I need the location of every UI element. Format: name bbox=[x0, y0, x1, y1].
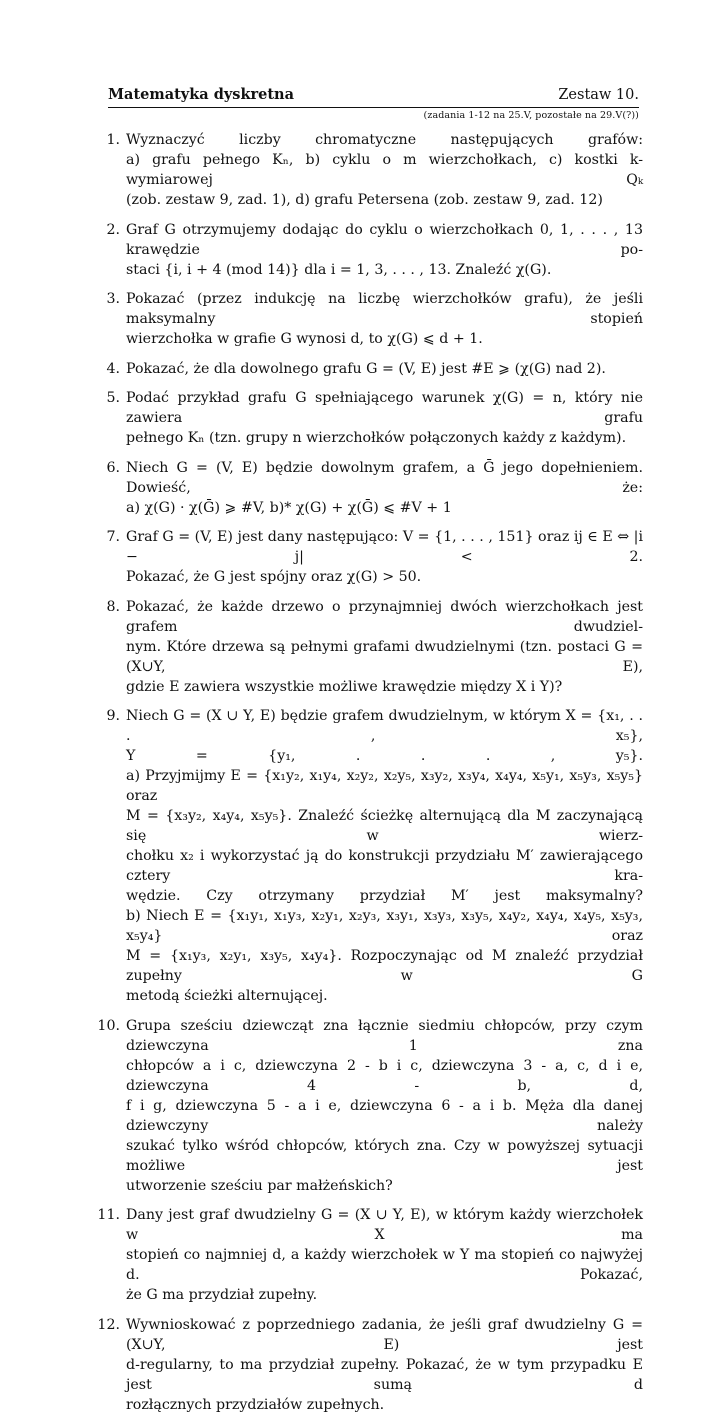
problem-number: 3. bbox=[106, 291, 120, 307]
problem-line: wierzchołka w grafie G wynosi d, to χ(G) ⩽ d + 1. bbox=[126, 331, 483, 347]
problem-line: f i g, dziewczyna 5 - a i e, dziewczyna 6 - a i b. Męża dla danej dziewczyny należy bbox=[126, 1097, 643, 1134]
problem-text bbox=[126, 706, 643, 1006]
problem-line: staci {i, i + 4 (mod 14)} dla i = 1, 3, . . . , 13. Znaleźć χ(G). bbox=[126, 261, 552, 278]
problem-line: Niech G = (X ∪ Y, E) będzie grafem dwudzielnym, w którym X = {x₁, . . . , x₅}, bbox=[126, 708, 643, 744]
course-title: Matematyka dyskretna bbox=[108, 86, 294, 103]
problem-text bbox=[126, 130, 643, 210]
problem-line: Pokazać, że dla dowolnego grafu G = (V, E) jest #E ⩾ (χ(G) nad 2). bbox=[126, 360, 606, 377]
problem-item bbox=[96, 1205, 643, 1305]
problem-number: 6. bbox=[106, 459, 120, 476]
problem-line: Wywnioskować z poprzedniego zadania, że jeśli graf dwudzielny G = (X∪Y, E) jest bbox=[126, 1316, 643, 1353]
problem-item bbox=[96, 220, 643, 280]
due-date-note: (zadania 1-12 na 25.V, pozostałe na 29.V(?)) bbox=[423, 110, 639, 121]
problem-line: Grupa sześciu dziewcząt zna łącznie siedmiu chłopców, przy czym dziewczyna 1 zna bbox=[126, 1017, 643, 1054]
page-header bbox=[108, 86, 639, 103]
problem-line: wędzie. Czy otrzymany przydział M′ jest maksymalny? bbox=[126, 888, 643, 904]
problem-item bbox=[96, 359, 643, 379]
problem-line: M = {x₃y₂, x₄y₄, x₅y₅}. Znaleźć ścieżkę alternującą dla M zaczynającą się w wierz- bbox=[126, 808, 643, 844]
problem-line: utworzenie sześciu par małżeńskich? bbox=[126, 1177, 393, 1194]
problem-line: chołku x₂ i wykorzystać ją do konstrukcji przydziału M′ zawierającego cztery kra- bbox=[126, 848, 643, 884]
problem-number: 11. bbox=[97, 1207, 120, 1223]
problem-line: stopień co najmniej d, a każdy wierzchołek w Y ma stopień co najwyżej d. Pokazać, bbox=[126, 1247, 643, 1283]
problem-line: Y = {y₁, . . . , y₅}. bbox=[126, 748, 643, 764]
problem-number: 7. bbox=[106, 529, 120, 545]
problem-line: gdzie E zawiera wszystkie możliwe krawędzie między X i Y)? bbox=[126, 678, 563, 695]
problem-line: a) Przyjmijmy E = {x₁y₂, x₁y₄, x₂y₂, x₂y₅, x₃y₂, x₃y₄, x₄y₄, x₅y₁, x₅y₃, x₅y₅} oraz bbox=[126, 768, 643, 804]
problem-number: 10. bbox=[97, 1017, 120, 1034]
header-rule bbox=[108, 107, 639, 108]
problem-line: metodą ścieżki alternującej. bbox=[126, 988, 328, 1004]
problem-item bbox=[96, 130, 643, 210]
problem-line: M = {x₁y₃, x₂y₁, x₃y₅, x₄y₄}. Rozpoczynając od M znaleźć przydział zupełny w G bbox=[126, 948, 643, 984]
problem-item bbox=[96, 597, 643, 697]
problem-line: Niech G = (V, E) będzie dowolnym grafem, a Ḡ jego dopełnieniem. Dowieść, że: bbox=[126, 459, 643, 496]
problem-line: Graf G otrzymujemy dodając do cyklu o wierzchołkach 0, 1, . . . , 13 krawędzie po- bbox=[126, 221, 643, 258]
problem-line: Pokazać (przez indukcję na liczbę wierzchołków grafu), że jeśli maksymalny stopień bbox=[126, 291, 643, 327]
problem-line: nym. Które drzewa są pełnymi grafami dwudzielnymi (tzn. postaci G = (X∪Y, E), bbox=[126, 638, 643, 675]
problem-number: 1. bbox=[106, 132, 120, 148]
problem-number: 4. bbox=[106, 360, 120, 377]
problem-item bbox=[96, 527, 643, 587]
problem-item bbox=[96, 1315, 643, 1415]
problem-text bbox=[126, 359, 643, 379]
problem-line: Podać przykład grafu G spełniającego warunek χ(G) = n, który nie zawiera grafu bbox=[126, 390, 643, 426]
problem-item bbox=[96, 1016, 643, 1196]
problem-item bbox=[96, 289, 643, 349]
problem-line: Wyznaczyć liczby chromatyczne następujących grafów: bbox=[126, 132, 643, 148]
problem-text bbox=[126, 388, 643, 448]
problem-number: 5. bbox=[106, 390, 120, 406]
problem-line: rozłącznych przydziałów zupełnych. bbox=[126, 1396, 385, 1413]
problem-item bbox=[96, 706, 643, 1006]
problem-line: a) grafu pełnego Kₙ, b) cyklu o m wierzchołkach, c) kostki k-wymiarowej Qₖ bbox=[126, 152, 643, 188]
problem-text bbox=[126, 1205, 643, 1305]
problem-number: 9. bbox=[106, 708, 120, 724]
problem-line: Graf G = (V, E) jest dany następująco: V = {1, . . . , 151} oraz ij ∈ E ⇔ |i − j| < 2. bbox=[126, 529, 643, 565]
problem-line: pełnego Kₙ (tzn. grupy n wierzchołków połączonych każdy z każdym). bbox=[126, 430, 627, 446]
problem-list bbox=[96, 130, 643, 1424]
problem-number: 8. bbox=[106, 598, 120, 615]
problem-line: Pokazać, że każde drzewo o przynajmniej dwóch wierzchołkach jest grafem dwudziel- bbox=[126, 598, 643, 635]
problem-text bbox=[126, 220, 643, 280]
problem-text bbox=[126, 289, 643, 349]
problem-item bbox=[96, 458, 643, 518]
problem-text bbox=[126, 597, 643, 697]
problem-line: a) χ(G) · χ(Ḡ) ⩾ #V, b)* χ(G) + χ(Ḡ) ⩽ #V + 1 bbox=[126, 499, 452, 516]
problem-text bbox=[126, 1016, 643, 1196]
problem-line: b) Niech E = {x₁y₁, x₁y₃, x₂y₁, x₂y₃, x₃y₁, x₃y₃, x₃y₅, x₄y₂, x₄y₄, x₄y₅, x₅y₃, x₅y₄} oraz bbox=[126, 908, 643, 944]
problem-line: Dany jest graf dwudzielny G = (X ∪ Y, E), w którym każdy wierzchołek w X ma bbox=[126, 1207, 643, 1243]
set-number: Zestaw 10. bbox=[558, 87, 639, 103]
problem-text bbox=[126, 1315, 643, 1415]
problem-line: że G ma przydział zupełny. bbox=[126, 1287, 318, 1303]
problem-line: chłopców a i c, dziewczyna 2 - b i c, dziewczyna 3 - a, c, d i e, dziewczyna 4 - b, d, bbox=[126, 1057, 643, 1094]
problem-number: 12. bbox=[97, 1316, 120, 1333]
problem-line: Pokazać, że G jest spójny oraz χ(G) > 50. bbox=[126, 569, 422, 585]
problem-line: szukać tylko wśród chłopców, których zna. Czy w powyższej sytuacji możliwe jest bbox=[126, 1137, 643, 1174]
problem-line: d-regularny, to ma przydział zupełny. Pokazać, że w tym przypadku E jest sumą d bbox=[126, 1356, 643, 1393]
problem-number: 2. bbox=[106, 221, 120, 238]
problem-line: (zob. zestaw 9, zad. 1), d) grafu Petersena (zob. zestaw 9, zad. 12) bbox=[126, 192, 603, 208]
problem-text bbox=[126, 527, 643, 587]
problem-text bbox=[126, 458, 643, 518]
problem-item bbox=[96, 388, 643, 448]
